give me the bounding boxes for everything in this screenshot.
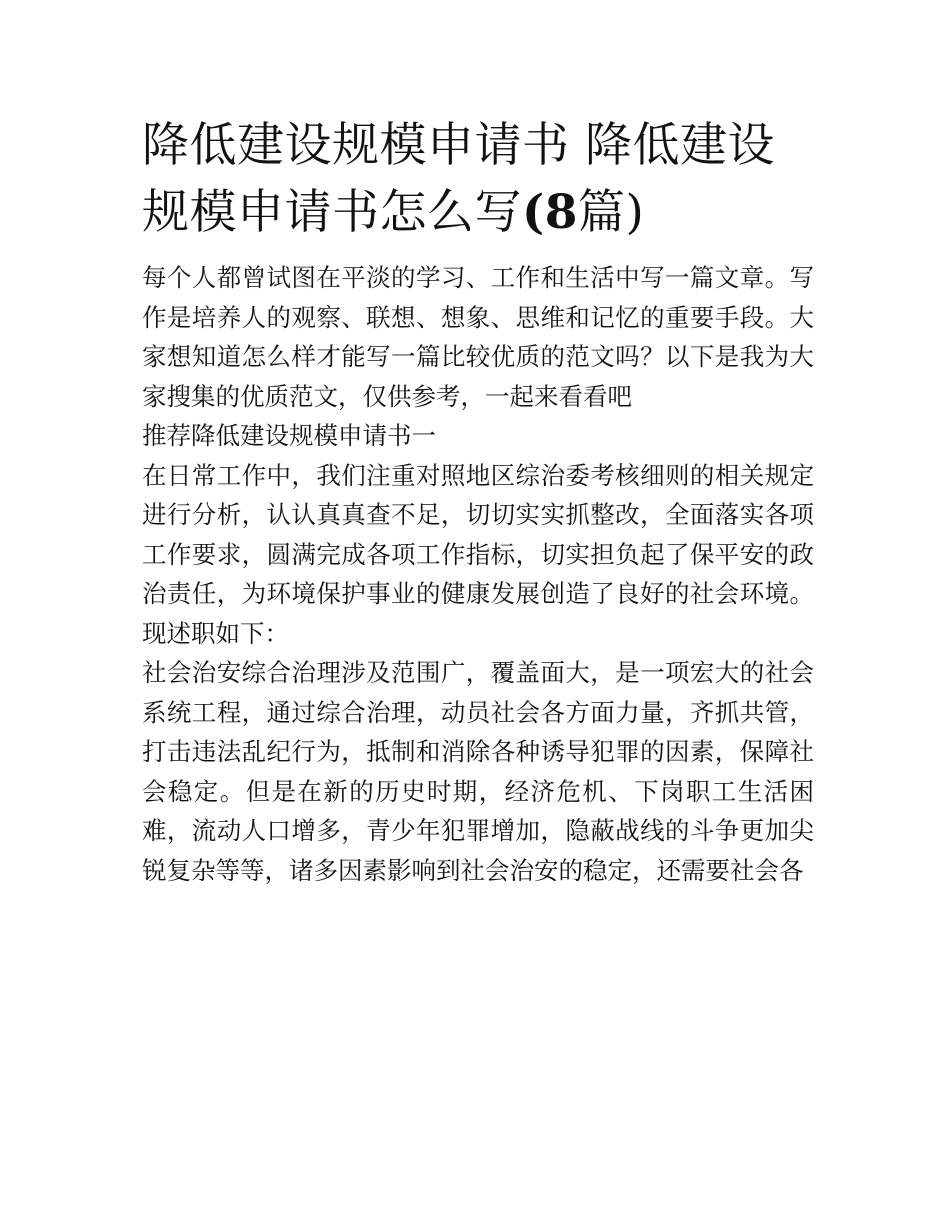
intro-paragraph: 每个人都曾试图在平淡的学习、工作和生活中写一篇文章。写作是培养人的观察、联想、想象、思维和记忆的重要手段。大家想知道怎么样才能写一篇比较优质的范文吗？以下是我为大家搜集的优质范文，仅供参考，一起来看看吧 [142,263,814,411]
document-body [142,258,814,890]
body-paragraph-1: 在日常工作中，我们注重对照地区综治委考核细则的相关规定进行分析，认认真真查不足，切切实实抓整改，全面落实各项工作要求，圆满完成各项工作指标，切实担负起了保平安的政治责任，为环境保护事业的健康发展创造了良好的社会环境。现述职如下： [142,460,814,648]
document-content [142,112,814,890]
section-heading: 推荐降低建设规模申请书一 [142,421,436,450]
body-paragraph-2: 社会治安综合治理涉及范围广，覆盖面大，是一项宏大的社会系统工程，通过综合治理，动员社会各方面力量，齐抓共管，打击违法乱纪行为，抵制和消除各种诱导犯罪的因素，保障社会稳定。但是在新的历史时期，经济危机、下岗职工生活困难，流动人口增多，青少年犯罪增加，隐蔽战线的斗争更加尖锐复杂等等，诸多因素影响到社会治安的稳定，还需要社会各 [142,658,814,885]
title-suffix: 篇) [577,185,645,240]
title-text: 降低建设规模申请书 降低建设规模申请书怎么写 [142,118,775,240]
title-count: (8 [522,185,578,240]
document-title [142,112,814,246]
